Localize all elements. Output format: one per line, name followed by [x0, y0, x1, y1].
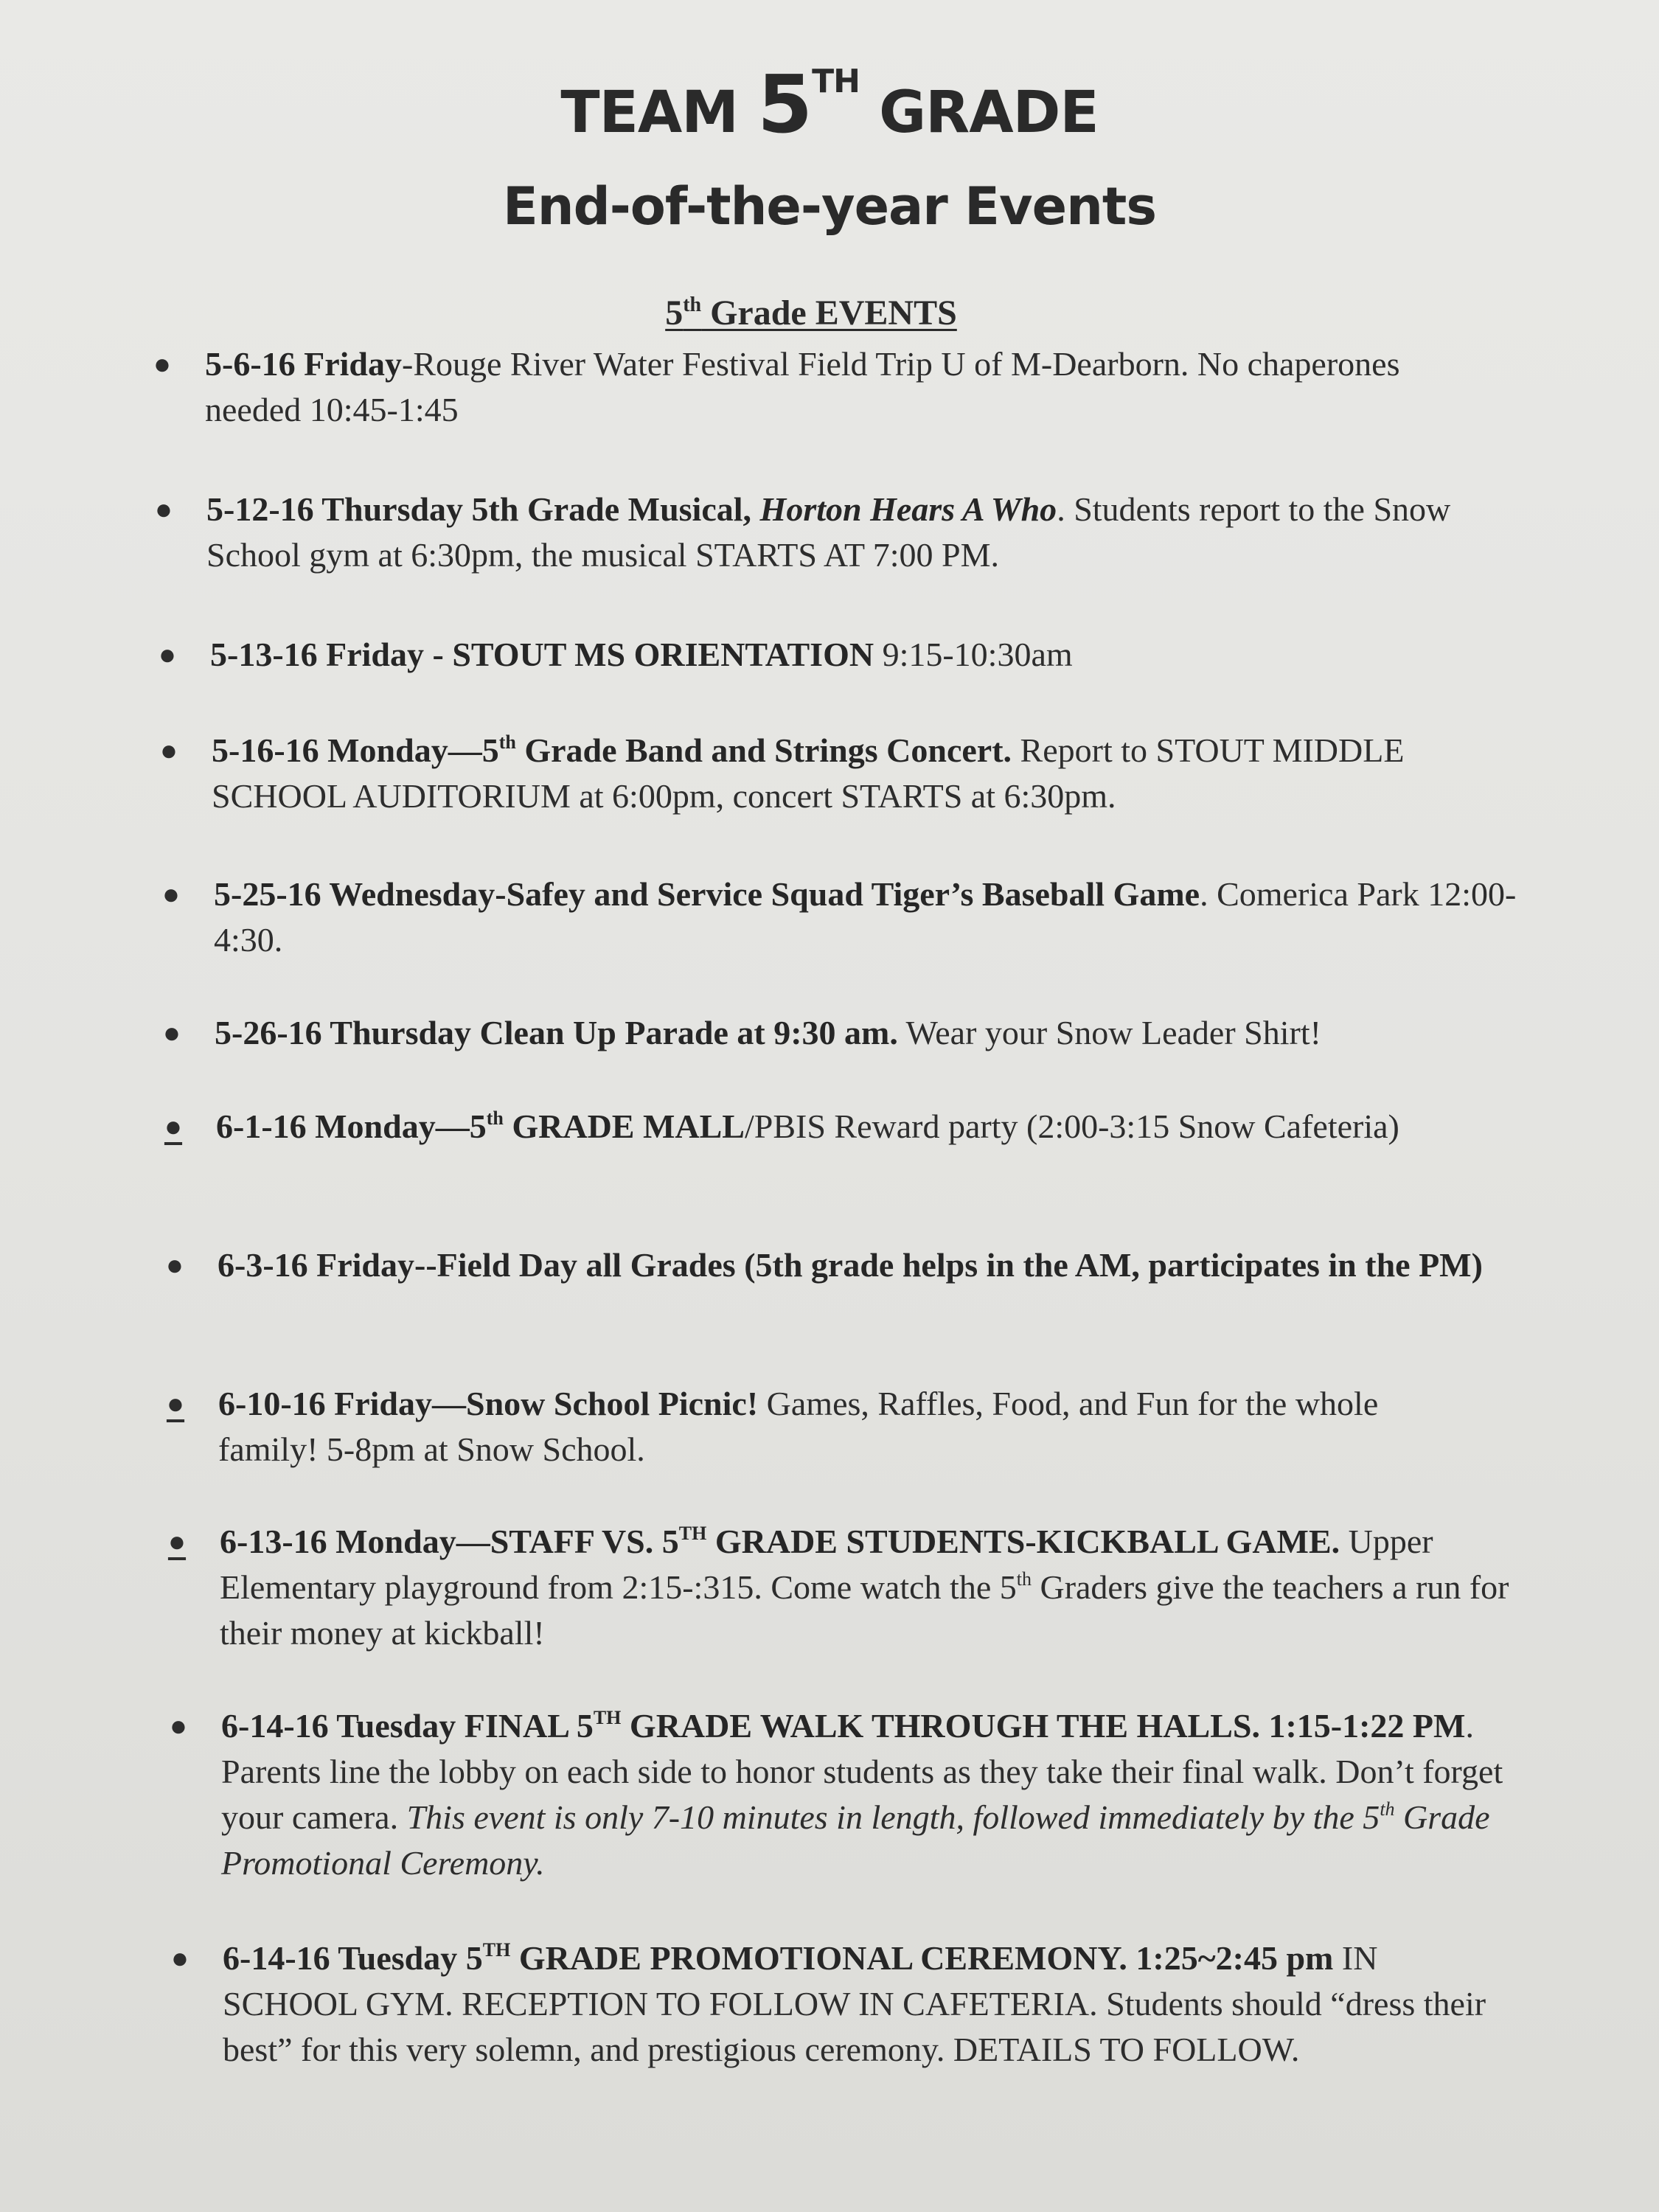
list-item-event-4 [159, 728, 1509, 819]
title-suffix: GRADE [860, 80, 1099, 146]
section-superscript: th [683, 293, 702, 316]
event-details: Upper Elementary playground from 2:15-:315. Come watch the 5 [220, 1523, 1433, 1606]
bullet-icon: ● [165, 1248, 184, 1281]
bullet-icon: ● [153, 347, 172, 380]
page-title [0, 59, 1659, 153]
list-item-event-12 [170, 1935, 1506, 2073]
event-details-rest: Graders give the teachers a run for their money at kickball! [220, 1568, 1509, 1652]
page-subtitle: End-of-the-year Events [502, 176, 1157, 237]
event-title-rest: Grade Band and Strings Concert. [515, 731, 1012, 769]
list-item-event-2 [154, 487, 1504, 578]
event-title: 6-1-16 Monday—5 [216, 1107, 487, 1145]
event-title-superscript: TH [482, 1939, 511, 1961]
event-title-superscript: TH [678, 1523, 707, 1544]
bullet-icon: ● [154, 493, 173, 526]
event-note: This event is only 7-10 minutes in length, followed immediately by the 5 [406, 1798, 1380, 1836]
list-item-event-1 [153, 341, 1458, 433]
event-title: 5-25-16 Wednesday-Safey and Service Squad Tiger’s Baseball Game [214, 875, 1200, 913]
event-details-superscript: th [1016, 1568, 1032, 1590]
event-title: 6-13-16 Monday—STAFF VS. 5 [220, 1523, 679, 1560]
event-title-rest: GRADE MALL [503, 1107, 745, 1145]
list-item-event-8 [165, 1242, 1515, 1288]
event-note-superscript: th [1380, 1798, 1395, 1820]
title-superscript: TH [812, 63, 860, 100]
event-details: Wear your Snow Leader Shirt! [897, 1014, 1321, 1051]
bullet-icon: ● [164, 1110, 183, 1143]
bullet-icon: ● [166, 1387, 185, 1420]
bullet-icon: ● [170, 1941, 189, 1975]
event-details: . Students report to the Snow School gym at 6:30pm, the musical STARTS AT 7:00 PM. [206, 490, 1451, 574]
event-title: 6-3-16 Friday--Field Day all Grades (5th grade helps in the AM, participates in the PM) [218, 1246, 1483, 1284]
event-title-italic: Horton Hears A Who [759, 490, 1057, 528]
event-title-superscript: TH [593, 1707, 622, 1728]
event-title: 5-13-16 Friday - STOUT MS ORIENTATION [210, 636, 874, 673]
event-title-rest: GRADE WALK THROUGH THE HALLS. 1:15-1:22 PM [621, 1707, 1466, 1745]
event-title: 5-26-16 Thursday Clean Up Parade at 9:30 am. [215, 1014, 898, 1051]
bullet-icon: ● [167, 1525, 187, 1558]
event-details: . Parents line the lobby on each side to honor students as they take their final walk. Don’t forget your camera. [221, 1707, 1503, 1836]
event-date: 5-6-16 Friday [205, 345, 403, 383]
list-item-event-6 [162, 1010, 1542, 1056]
event-details: -Rouge River Water Festival Field Trip U of M-Dearborn. No chaperones needed 10:45-1:45 [205, 345, 1400, 428]
event-details: IN SCHOOL GYM. RECEPTION TO FOLLOW IN CAFETERIA. Students should “dress their best” for this very solemn, and prestigious ceremony. DETAILS TO FOLLOW. [223, 1939, 1486, 2068]
list-item-event-3 [158, 632, 1537, 678]
list-item-event-7 [164, 1104, 1425, 1150]
event-title-superscript: th [498, 731, 516, 753]
list-item-event-10 [167, 1519, 1540, 1656]
event-title: 6-14-16 Tuesday FINAL 5 [221, 1707, 594, 1745]
event-title: 6-14-16 Tuesday 5 [223, 1939, 483, 1977]
bullet-icon: ● [159, 734, 178, 767]
bullet-icon: ● [161, 877, 181, 911]
list-item-event-5 [161, 872, 1526, 963]
event-details: . Comerica Park 12:00-4:30. [214, 875, 1517, 959]
section-suffix: Grade EVENTS [701, 293, 957, 333]
event-details: 9:15-10:30am [874, 636, 1073, 673]
title-prefix: TEAM [560, 80, 757, 146]
bullet-icon: ● [162, 1016, 181, 1049]
bullet-icon: ● [158, 638, 177, 671]
bullet-icon: ● [169, 1709, 188, 1742]
event-details: Games, Raffles, Food, and Fun for the whole family! 5-8pm at Snow School. [218, 1385, 1379, 1468]
list-item-event-9 [166, 1381, 1457, 1472]
event-title: 6-10-16 Friday—Snow School Picnic! [218, 1385, 759, 1422]
title-number: 5 [757, 59, 813, 151]
event-title: 5-12-16 Thursday 5th Grade Musical, [206, 490, 760, 528]
event-title-rest: GRADE PROMOTIONAL CEREMONY. 1:25~2:45 pm [510, 1939, 1334, 1977]
event-details: /PBIS Reward party (2:00-3:15 Snow Cafeteria) [744, 1107, 1399, 1145]
event-title: 5-16-16 Monday—5 [212, 731, 499, 769]
event-note-rest: Grade Promotional Ceremony. [221, 1798, 1490, 1882]
event-title-superscript: th [486, 1107, 504, 1129]
event-details: Report to STOUT MIDDLE SCHOOL AUDITORIUM at 6:00pm, concert STARTS at 6:30pm. [212, 731, 1405, 815]
event-title-rest: GRADE STUDENTS-KICKBALL GAME. [706, 1523, 1340, 1560]
section-heading [0, 291, 1622, 335]
list-item-event-11 [169, 1703, 1519, 1886]
section-number: 5 [665, 293, 684, 333]
